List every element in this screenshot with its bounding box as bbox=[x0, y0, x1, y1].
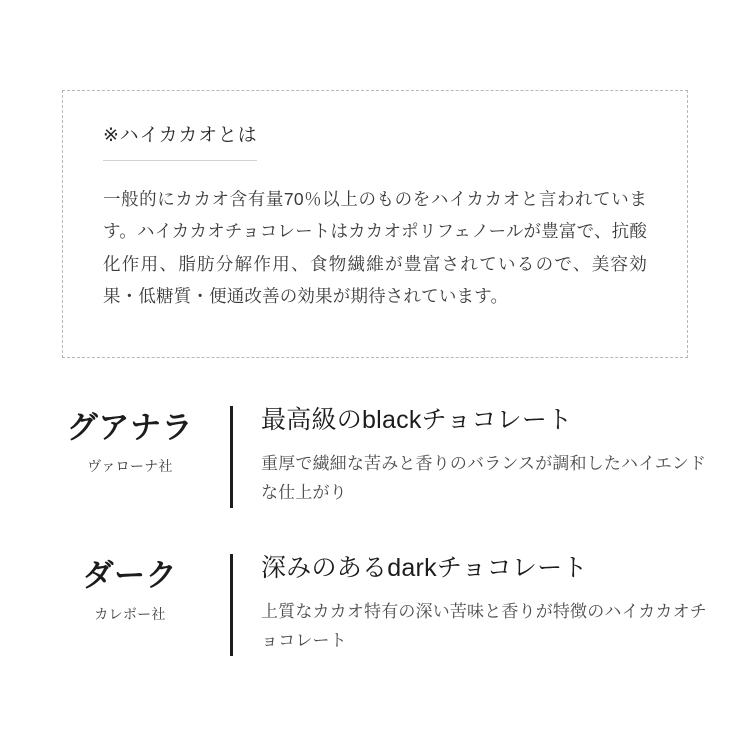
product-row bbox=[30, 404, 720, 508]
note-body: 一般的にカカオ含有量70％以上のものをハイカカオと言われています。ハイカカオチョコレートはカカオポリフェノールが豊富で、抗酸化作用、脂肪分解作用、食物繊維が豊富されているので、美容効果・低糖質・便通改善の効果が期待されています。 bbox=[103, 188, 647, 306]
product-detail-block bbox=[233, 552, 720, 656]
product-brand-name: グアナラ bbox=[66, 410, 194, 445]
high-cacao-note-box bbox=[62, 90, 688, 358]
product-description: 重厚で繊細な苦みと香りのバランスが調和したハイエンドな仕上がり bbox=[261, 453, 707, 503]
product-title: 最高級のblackチョコレート bbox=[261, 406, 573, 434]
product-brand-name: ダーク bbox=[82, 558, 178, 593]
product-maker-name: カレボー社 bbox=[94, 605, 166, 622]
product-brand-block bbox=[30, 552, 230, 624]
product-brand-block bbox=[30, 404, 230, 476]
product-row bbox=[30, 552, 720, 656]
product-title: 深みのあるdarkチョコレート bbox=[261, 554, 588, 582]
product-maker-name: ヴァローナ社 bbox=[87, 457, 173, 474]
product-detail-block bbox=[233, 404, 720, 508]
note-title: ※ハイカカオとは bbox=[103, 125, 257, 161]
product-description: 上質なカカオ特有の深い苦味と香りが特徴のハイカカオチョコレート bbox=[261, 601, 707, 651]
